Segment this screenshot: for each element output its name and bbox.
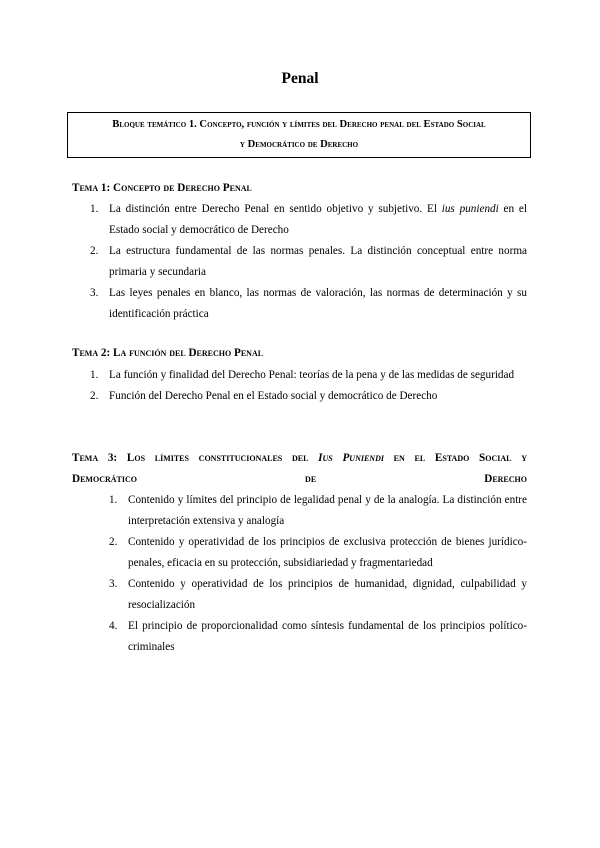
ius-puniendi-italic: ius puniendi [441,203,499,215]
item-number: 4. [109,620,118,632]
ius-puniendi-italic: Ius Puniendi [318,452,384,464]
item-number: 1. [90,369,99,381]
page-title: Penal [281,70,319,87]
item-text: Contenido y operatividad de los principios de humanidad, dignidad, culpabilidad y resocialización [128,578,527,611]
item-text: La estructura fundamental de las normas penales. La distinción conceptual entre norma primaria y secundaria [109,245,527,278]
item-text: Función del Derecho Penal en el Estado social y democrático de Derecho [109,390,438,402]
item-number: 3. [90,287,99,299]
bloque-title-line-1: Bloque temático 1. Concepto, función y límites del Derecho penal del Estado Social [112,119,486,130]
tema-2-list [90,365,527,407]
item-number: 1. [109,494,118,506]
tema-1-heading: Tema 1: Concepto de Derecho Penal [72,182,252,194]
list-item [90,199,527,241]
tema-3-heading [72,448,527,490]
bloque-tematico-box [67,112,531,158]
list-item [90,365,527,386]
list-item [90,241,527,283]
tema-3-heading-line-1: Tema 3: Los límites constitucionales del Ius Puniendi en el Estado Social y [72,452,527,464]
list-item [109,574,527,616]
item-text: El principio de proporcionalidad como síntesis fundamental de los principios político-criminales [128,620,527,653]
item-number: 3. [109,578,118,590]
list-item [109,532,527,574]
item-number: 2. [109,536,118,548]
item-number: 2. [90,390,99,402]
list-item [90,283,527,325]
item-text: Las leyes penales en blanco, las normas de valoración, las normas de determinación y su identificación práctica [109,287,527,320]
tema-3-list [109,490,527,658]
list-item [109,616,527,658]
item-text: La función y finalidad del Derecho Penal: teorías de la pena y de las medidas de seguridad [109,369,515,381]
tema-3-heading-line-2: Democrático de Derecho [72,473,527,485]
item-text: La distinción entre Derecho Penal en sentido objetivo y subjetivo. El ius puniendi en el Estado social y democrático de Derecho [109,203,527,236]
item-number: 2. [90,245,99,257]
item-text: Contenido y operatividad de los principios de exclusiva protección de bienes jurídico-penales, eficacia en su protección, subsidiariedad y fragmentariedad [128,536,527,569]
item-text: Contenido y límites del principio de legalidad penal y de la analogía. La distinción entre interpretación extensiva y analogía [128,494,527,527]
list-item [90,386,527,407]
bloque-title-line-2: y Democrático de Derecho [239,139,359,150]
tema-1-list [90,199,527,325]
list-item [109,490,527,532]
tema-2-heading: Tema 2: La función del Derecho Penal [72,347,264,359]
item-number: 1. [90,203,99,215]
